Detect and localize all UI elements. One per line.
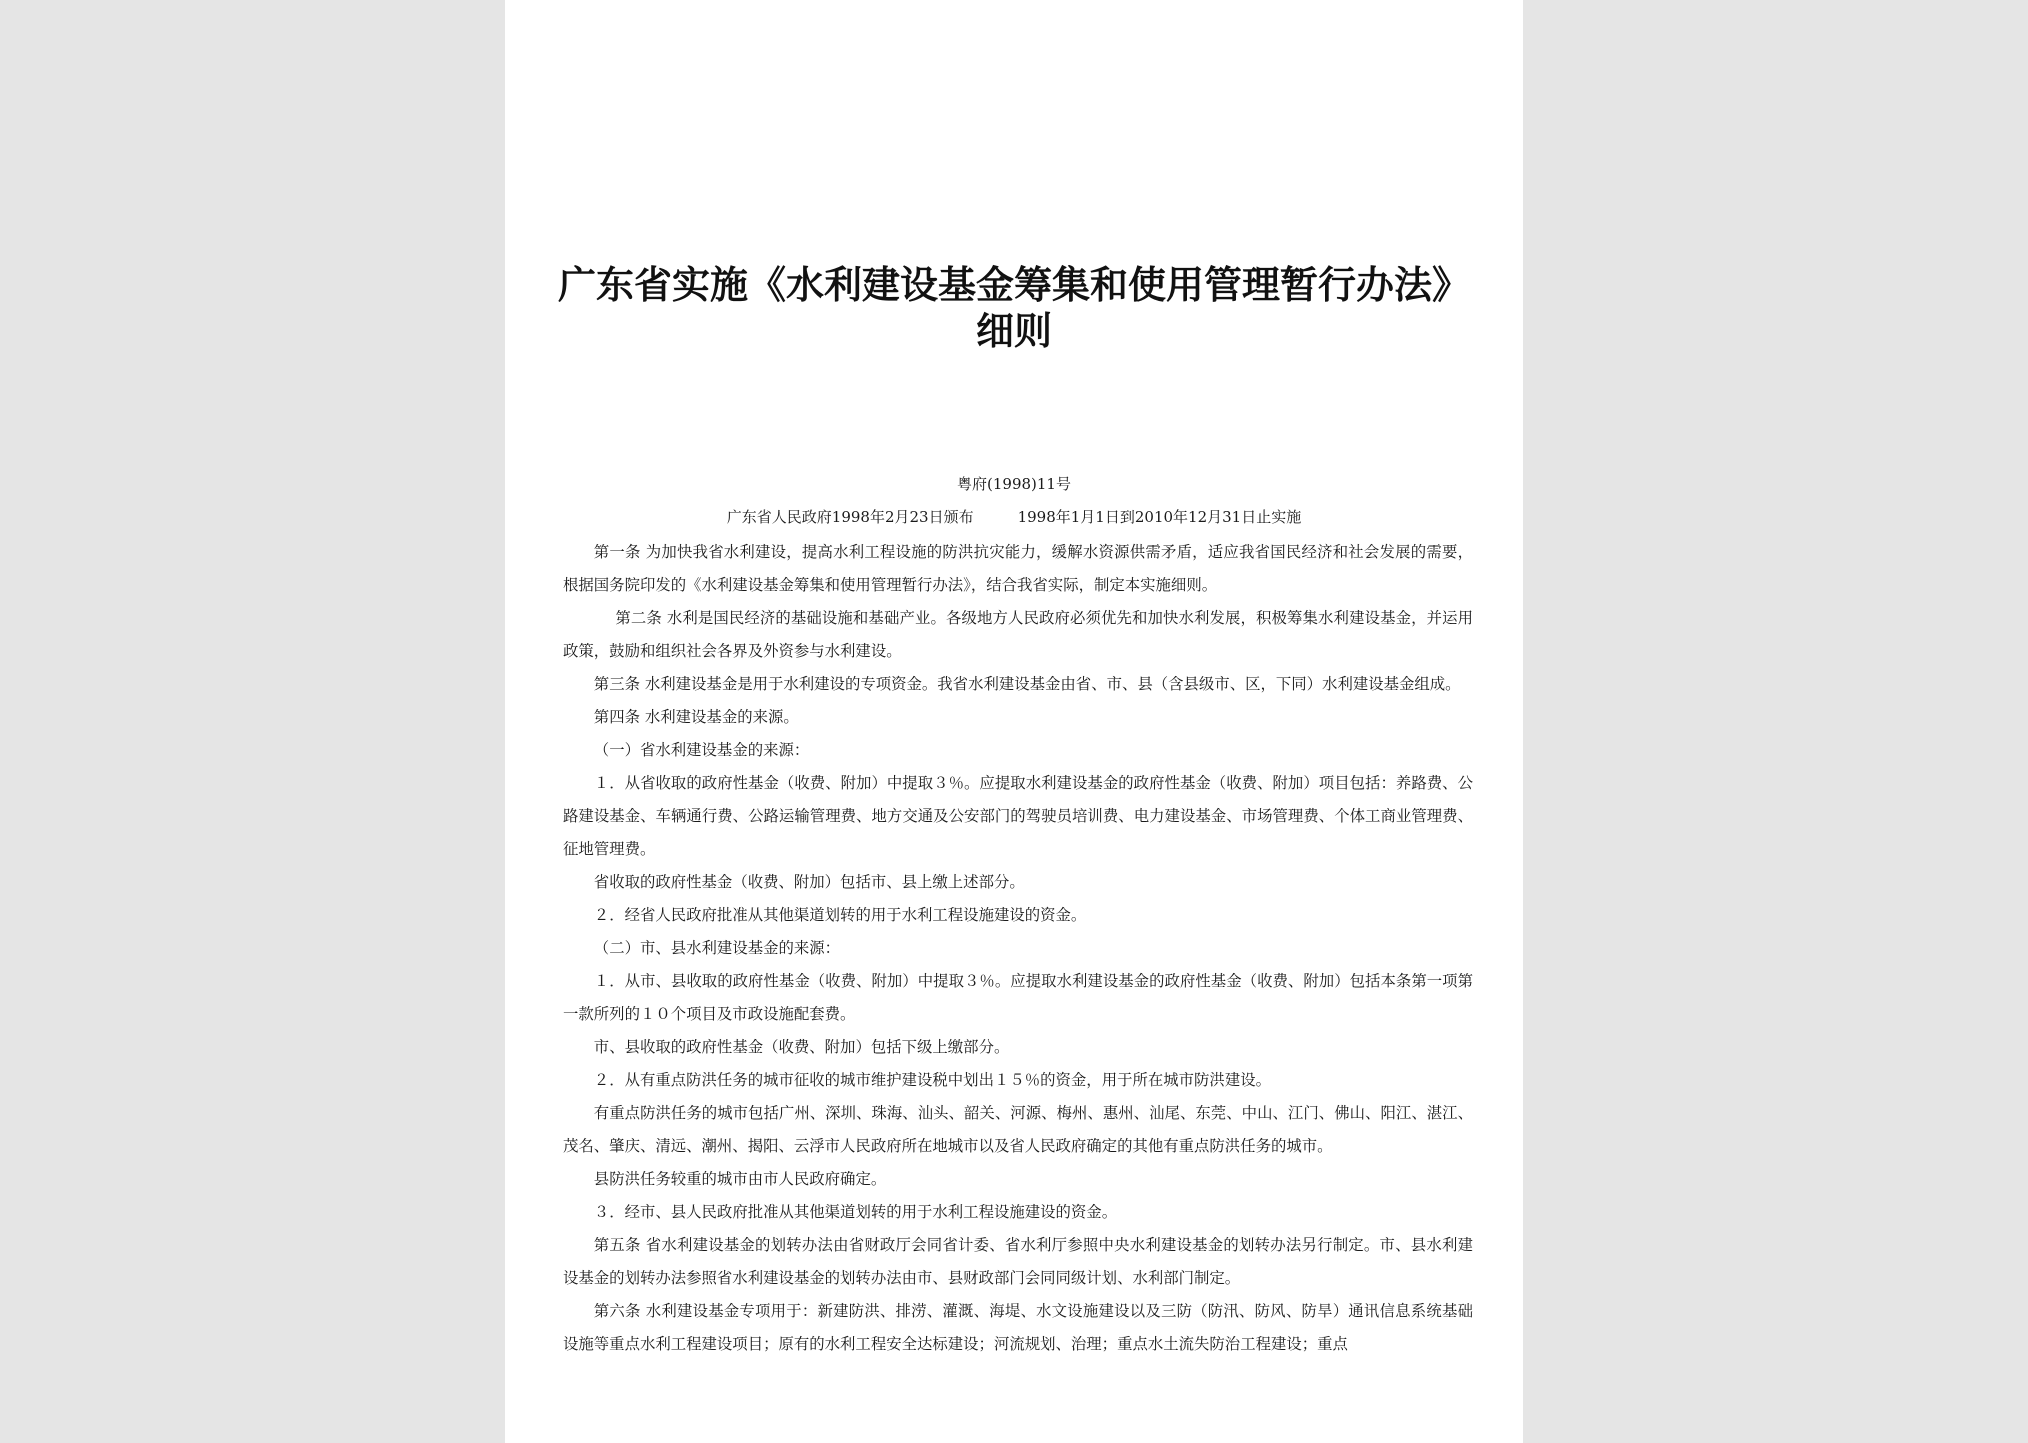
item-provincial-2: ２．经省人民政府批准从其他渠道划转的用于水利工程设施建设的资金。 xyxy=(593,906,1087,924)
document-title xyxy=(505,262,1523,354)
item-city-county-1: １．从市、县收取的政府性基金（收费、附加）中提取３％。应提取水利建设基金的政府性基金（收费、附加）包括本条第一项第一款所列的１０个项目及市政设施配套费。 xyxy=(563,972,1473,1023)
title-line-1: 广东省实施《水利建设基金筹集和使用管理暂行办法》 xyxy=(557,262,1470,307)
article-3: 第三条 水利建设基金是用于水利建设的专项资金。我省水利建设基金由省、市、县（含县级市、区，下同）水利建设基金组成。 xyxy=(593,675,1461,693)
note-provincial-fees: 省收取的政府性基金（收费、附加）包括市、县上缴上述部分。 xyxy=(593,873,1025,891)
clause-city-county-sources: （二）市、县水利建设基金的来源： xyxy=(593,939,841,957)
article-2: 第二条 水利是国民经济的基础设施和基础产业。各级地方人民政府必须优先和加快水利发展，积极筹集水利建设基金，并运用政策，鼓励和组织社会各界及外资参与水利建设。 xyxy=(563,609,1473,660)
document-body xyxy=(563,536,1473,1361)
note-county-flood: 县防洪任务较重的城市由市人民政府确定。 xyxy=(593,1170,887,1188)
article-1: 第一条 为加快我省水利建设，提高水利工程设施的防洪抗灾能力，缓解水资源供需矛盾，适应我省国民经济和社会发展的需要，根据国务院印发的《水利建设基金筹集和使用管理暂行办法》，结合我省实际，制定本实施细则。 xyxy=(563,543,1473,594)
note-city-county-fees: 市、县收取的政府性基金（收费、附加）包括下级上缴部分。 xyxy=(593,1038,1010,1056)
item-provincial-1: １．从省收取的政府性基金（收费、附加）中提取３％。应提取水利建设基金的政府性基金（收费、附加）项目包括：养路费、公路建设基金、车辆通行费、公路运输管理费、地方交通及公安部门的驾驶员培训费、电力建设基金、市场管理费、个体工商业管理费、征地管理费。 xyxy=(563,774,1473,858)
item-city-county-3: ３．经市、县人民政府批准从其他渠道划转的用于水利工程设施建设的资金。 xyxy=(593,1203,1118,1221)
title-line-2: 细则 xyxy=(975,308,1052,353)
issuer-text: 广东省人民政府1998年2月23日颁布 xyxy=(726,508,974,526)
note-flood-cities: 有重点防洪任务的城市包括广州、深圳、珠海、汕头、韶关、河源、梅州、惠州、汕尾、东莞、中山、江门、佛山、阳江、湛江、茂名、肇庆、清远、潮州、揭阳、云浮市人民政府所在地城市以及省人民政府确定的其他有重点防洪任务的城市。 xyxy=(563,1104,1473,1155)
item-city-county-2: ２．从有重点防洪任务的城市征收的城市维护建设税中划出１５％的资金，用于所在城市防洪建设。 xyxy=(593,1071,1271,1089)
article-4-heading: 第四条 水利建设基金的来源。 xyxy=(593,708,799,726)
document-page xyxy=(505,0,1523,1443)
issuance-info xyxy=(505,507,1523,527)
clause-provincial-sources: （一）省水利建设基金的来源： xyxy=(593,741,810,759)
article-6: 第六条 水利建设基金专项用于：新建防洪、排涝、灌溉、海堤、水文设施建设以及三防（防汛、防风、防旱）通讯信息系统基础设施等重点水利工程建设项目；原有的水利工程安全达标建设；河流规划、治理；重点水土流失防治工程建设；重点 xyxy=(563,1302,1473,1353)
effective-period-text: 1998年1月1日到2010年12月31日止实施 xyxy=(1017,508,1302,526)
document-number: 粤府(1998)11号 xyxy=(957,475,1071,493)
article-5: 第五条 省水利建设基金的划转办法由省财政厅会同省计委、省水利厅参照中央水利建设基金的划转办法另行制定。市、县水利建设基金的划转办法参照省水利建设基金的划转办法由市、县财政部门会同同级计划、水利部门制定。 xyxy=(563,1236,1473,1287)
